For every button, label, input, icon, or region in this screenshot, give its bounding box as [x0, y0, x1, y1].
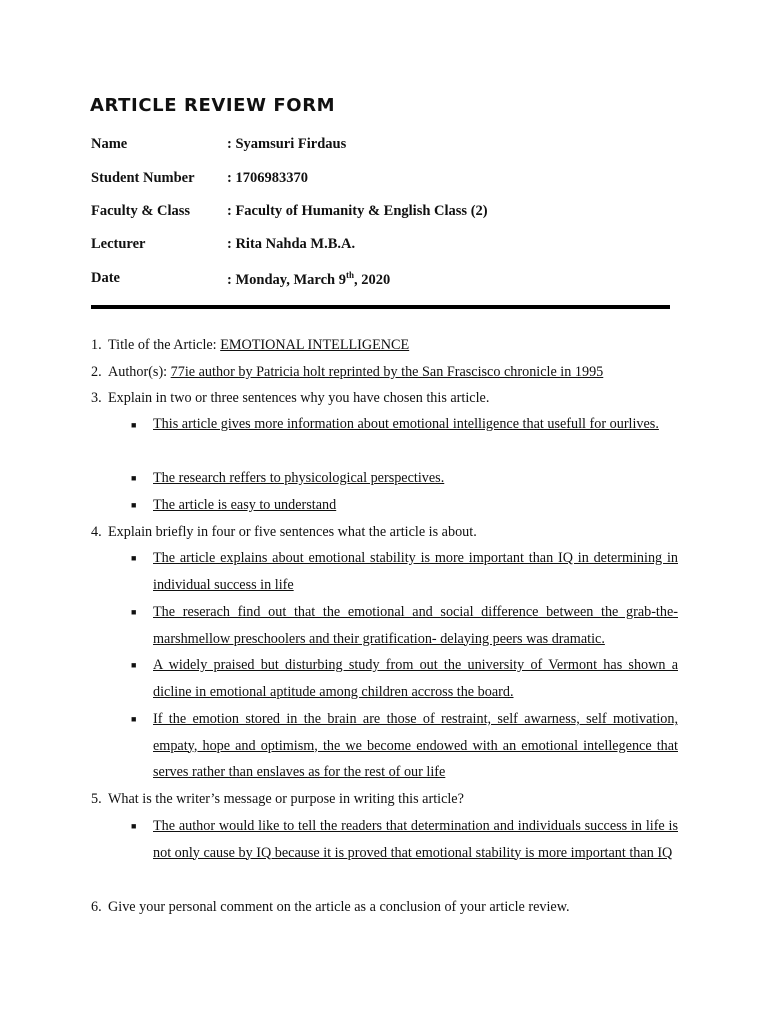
bullet-icon: ■ [131, 660, 137, 670]
question-answer: 77ie author by Patricia holt reprinted by the San Frascisco chronicle in 1995 [170, 364, 604, 380]
info-label: Faculty & Class [91, 203, 191, 219]
question-number: 3. [91, 390, 102, 406]
bullet-text: If the emotion stored in the brain are those of restraint, self awarness, self motivation, empaty, hope and optimism, the we become endowed with an emotional intellegence that serves rather than enslaves as for the rest of our life [153, 711, 678, 781]
question-6 [91, 899, 570, 916]
info-value: : Faculty of Humanity & English Class (2) [227, 203, 488, 219]
date-ordinal: th [345, 270, 354, 280]
info-label: Student Number [91, 170, 195, 186]
question-number: 2. [91, 364, 102, 380]
question-prompt: Author(s): [108, 364, 171, 380]
bullet-text: The author would like to tell the readers that determination and individuals success in life is not only cause by IQ because it is proved that emotional stability is more important than IQ [153, 818, 678, 861]
info-label: Name [91, 136, 128, 152]
bullet-icon: ■ [131, 607, 137, 617]
question-4 [91, 524, 477, 541]
question-prompt: Explain briefly in four or five sentences what the article is about. [108, 524, 477, 540]
question-prompt: Give your personal comment on the article as a conclusion of your article review. [108, 899, 570, 915]
question-5 [91, 791, 464, 808]
bullet-icon: ■ [131, 714, 137, 724]
question-answer: EMOTIONAL INTELLIGENCE [220, 337, 410, 353]
info-value: : Rita Nahda M.B.A. [227, 236, 356, 252]
form-title: ARTICLE REVIEW FORM [90, 95, 336, 116]
bullet-icon: ■ [131, 420, 137, 430]
bullet-text: A widely praised but disturbing study from out the university of Vermont has shown a dicline in emotional aptitude among children accross the board. [153, 657, 678, 700]
question-number: 4. [91, 524, 102, 540]
bullet-icon: ■ [131, 553, 137, 563]
bullet-text: The reserach find out that the emotional and social difference between the grab-the-marshmellow preschoolers and their gratification- delaying peers was dramatic. [153, 604, 678, 647]
question-prompt: Title of the Article: [108, 337, 221, 353]
info-label: Lecturer [91, 236, 146, 252]
question-1 [91, 337, 409, 354]
date-text: : Monday, March 9 [227, 271, 346, 288]
question-2 [91, 364, 603, 381]
question-prompt: Explain in two or three sentences why you have chosen this article. [108, 390, 490, 406]
question-3 [91, 390, 489, 407]
question-number: 1. [91, 337, 102, 353]
question-number: 6. [91, 899, 102, 915]
question-prompt: What is the writer’s message or purpose in writing this article? [108, 791, 464, 807]
bullet-text: The article explains about emotional stability is more important than IQ in determining in individual success in life [153, 550, 678, 593]
info-value: : 1706983370 [227, 170, 308, 186]
bullet-text: The research reffers to physicological perspectives. [153, 470, 445, 486]
question-number: 5. [91, 791, 102, 807]
bullet-text: The article is easy to understand [153, 497, 337, 513]
bullet-icon: ■ [131, 473, 137, 483]
bullet-icon: ■ [131, 500, 137, 510]
divider-rule [91, 305, 670, 309]
bullet-icon: ■ [131, 821, 137, 831]
bullet-text: This article gives more information about emotional intelligence that usefull for ourlives. [153, 416, 659, 432]
info-label: Date [91, 270, 120, 286]
info-value: : Syamsuri Firdaus [227, 136, 347, 152]
info-value [227, 270, 390, 289]
date-year: , 2020 [353, 271, 391, 288]
